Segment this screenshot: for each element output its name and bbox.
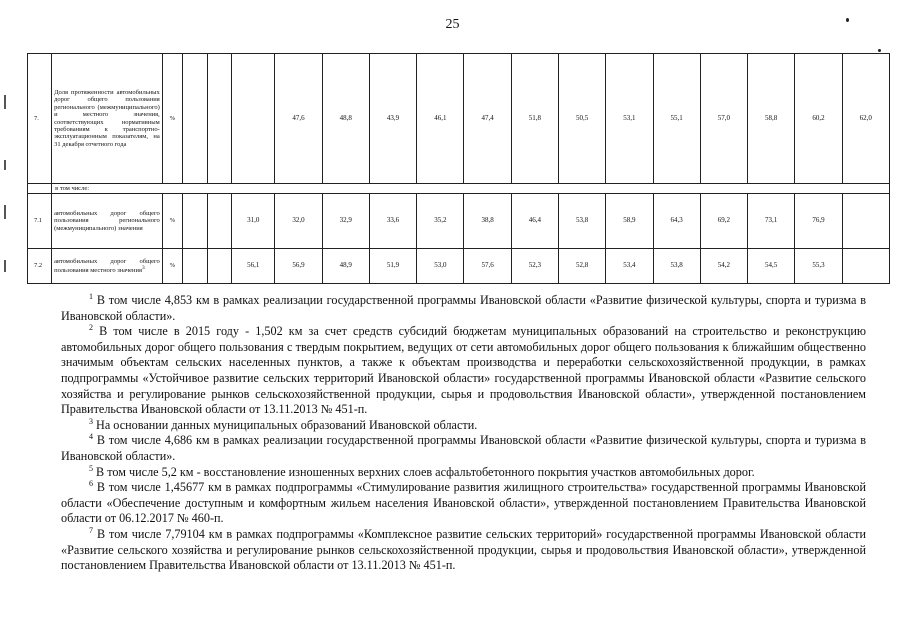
value-cell: 53,0 bbox=[417, 249, 464, 284]
footnote-marker: 5 bbox=[89, 463, 93, 473]
value-cell: 31,0 bbox=[232, 194, 275, 249]
value-cell: 56,9 bbox=[275, 249, 322, 284]
table-row bbox=[28, 184, 890, 194]
empty-cell bbox=[208, 249, 232, 284]
value-cell: 32,9 bbox=[322, 194, 369, 249]
footnote bbox=[61, 418, 866, 434]
footnote-text: В том числе в 2015 году - 1,502 км за счет средств субсидий бюджетам муниципальных образований на строительство и реконструкцию автомобильных дорог общего пользования с твердым покрытием, ведущих от сети автомобильных дорог общего пользования к ближайшим общественно значимым объектам сельских населенных пунктов, а также к объектам производства и переработки сельскохозяйственной продукции, в рамках подпрограммы «Устойчивое развитие сельских территорий Ивановской области» государственной программы Ивановской области «Развитие сельского хозяйства и регулирование рынков сельскохозяйственной продукции, сырья и продовольствия Ивановской области», утвержденной постановлением Правительства Ивановской области от 13.11.2013 № 451-п. bbox=[61, 324, 867, 417]
footnote bbox=[61, 324, 866, 418]
footnote bbox=[61, 527, 866, 574]
value-cell: 58,9 bbox=[606, 194, 653, 249]
row-unit: % bbox=[162, 194, 182, 249]
value-cell: 53,1 bbox=[606, 54, 653, 184]
table-row bbox=[28, 249, 890, 284]
value-cell: 33,6 bbox=[369, 194, 416, 249]
value-cell: 76,9 bbox=[795, 194, 842, 249]
value-cell: 69,2 bbox=[700, 194, 747, 249]
value-cell: 52,8 bbox=[558, 249, 605, 284]
value-cell: 57,0 bbox=[700, 54, 747, 184]
empty-cell bbox=[182, 249, 207, 284]
footnote bbox=[61, 465, 866, 481]
row-description: автомобильных дорог общего пользования регионального (межмуниципального) значения bbox=[52, 194, 163, 249]
value-cell: 46,1 bbox=[417, 54, 464, 184]
footnote-marker: 7 bbox=[89, 525, 93, 535]
empty-cell bbox=[842, 249, 889, 284]
footnote-marker: 3 bbox=[141, 264, 145, 271]
value-cell: 53,8 bbox=[558, 194, 605, 249]
value-cell: 58,8 bbox=[748, 54, 795, 184]
value-cell: 38,8 bbox=[464, 194, 511, 249]
footnotes bbox=[61, 293, 866, 574]
value-cell: 64,3 bbox=[653, 194, 700, 249]
value-cell: 50,5 bbox=[558, 54, 605, 184]
indicators-table bbox=[27, 53, 890, 284]
row-number: 7.2 bbox=[28, 249, 52, 284]
row-description: Доля протяженности автомобильных дорог общего пользования регионального (межмуниципального) и местного значения, соответствующих нормативным требованиям к транспортно-эксплуатационным показателям, на 31 декабря отчетного года bbox=[52, 54, 163, 184]
footnote-text: В том числе 4,686 км в рамках реализации государственной программы Ивановской области «Развитие физической культуры, спорта и туризма в Ивановской области». bbox=[61, 433, 867, 463]
row-description-text: автомобильных дорог общего пользования местного значения bbox=[54, 257, 160, 275]
footnote-marker: 4 bbox=[89, 432, 93, 442]
value-cell: 47,4 bbox=[464, 54, 511, 184]
empty-cell bbox=[208, 54, 232, 184]
footnote-marker: 6 bbox=[89, 479, 93, 489]
value-cell: 52,3 bbox=[511, 249, 558, 284]
footnote bbox=[61, 293, 866, 324]
value-cell: 47,6 bbox=[275, 54, 322, 184]
value-cell: 54,2 bbox=[700, 249, 747, 284]
row-number: 7. bbox=[28, 54, 52, 184]
binding-mark bbox=[4, 205, 6, 219]
value-cell: 53,4 bbox=[606, 249, 653, 284]
value-cell: 54,5 bbox=[748, 249, 795, 284]
footnote bbox=[61, 480, 866, 527]
table-row bbox=[28, 54, 890, 184]
value-cell: 55,3 bbox=[795, 249, 842, 284]
value-cell: 57,6 bbox=[464, 249, 511, 284]
value-cell: 60,2 bbox=[795, 54, 842, 184]
value-cell: 62,0 bbox=[842, 54, 889, 184]
empty-cell bbox=[182, 54, 207, 184]
scan-speck bbox=[878, 49, 881, 52]
value-cell: 48,9 bbox=[322, 249, 369, 284]
value-cell: 46,4 bbox=[511, 194, 558, 249]
row-description bbox=[52, 249, 163, 284]
footnote-marker: 3 bbox=[89, 416, 93, 426]
footnote-marker: 1 bbox=[89, 291, 93, 301]
footnote-text: В том числе 4,853 км в рамках реализации государственной программы Ивановской области «Развитие физической культуры, спорта и туризма в Ивановской области». bbox=[61, 293, 867, 323]
row-number: 7.1 bbox=[28, 194, 52, 249]
footnote-text: На основании данных муниципальных образований Ивановской области. bbox=[96, 417, 478, 432]
row-unit: % bbox=[162, 249, 182, 284]
binding-mark bbox=[4, 160, 6, 170]
empty-cell bbox=[182, 194, 207, 249]
empty-cell bbox=[842, 194, 889, 249]
row-subheading: в том числе: bbox=[52, 184, 890, 194]
footnote-marker: 2 bbox=[89, 323, 93, 333]
value-cell: 32,0 bbox=[275, 194, 322, 249]
row-unit: % bbox=[162, 54, 182, 184]
value-cell: 51,8 bbox=[511, 54, 558, 184]
empty-cell bbox=[232, 54, 275, 184]
footnote-text: В том числе 7,79104 км в рамках подпрограммы «Комплексное развитие сельских территорий» государственной программы Ивановской области «Развитие сельского хозяйства и регулирование рынков сельскохозяйственной продукции, сырья и продовольствия Ивановской области», утвержденной постановлением Правительства Ивановской области от 13.11.2013 № 451-п. bbox=[61, 526, 866, 573]
value-cell: 43,9 bbox=[369, 54, 416, 184]
scan-speck bbox=[846, 18, 849, 22]
value-cell: 56,1 bbox=[232, 249, 275, 284]
value-cell: 55,1 bbox=[653, 54, 700, 184]
footnote-text: В том числе 5,2 км - восстановление изношенных верхних слоев асфальтобетонного покрытия участков автомобильных дорог. bbox=[96, 464, 755, 479]
page-number: 25 bbox=[445, 17, 460, 32]
footnote-text: В том числе 1,45677 км в рамках подпрограммы «Стимулирование развития жилищного строительства» государственной программы Ивановской области «Обеспечение доступным и комфортным жильем населения Ивановской области», утвержденной постановлением Правительства Ивановской области от 06.12.2017 № 460-п. bbox=[61, 480, 866, 526]
binding-mark bbox=[4, 95, 6, 109]
table-row bbox=[28, 194, 890, 249]
value-cell: 48,8 bbox=[322, 54, 369, 184]
empty-cell bbox=[208, 194, 232, 249]
value-cell: 51,9 bbox=[369, 249, 416, 284]
value-cell: 35,2 bbox=[417, 194, 464, 249]
value-cell: 53,8 bbox=[653, 249, 700, 284]
footnote bbox=[61, 433, 866, 464]
value-cell: 73,1 bbox=[748, 194, 795, 249]
binding-mark bbox=[4, 260, 6, 272]
empty-cell bbox=[28, 184, 52, 194]
